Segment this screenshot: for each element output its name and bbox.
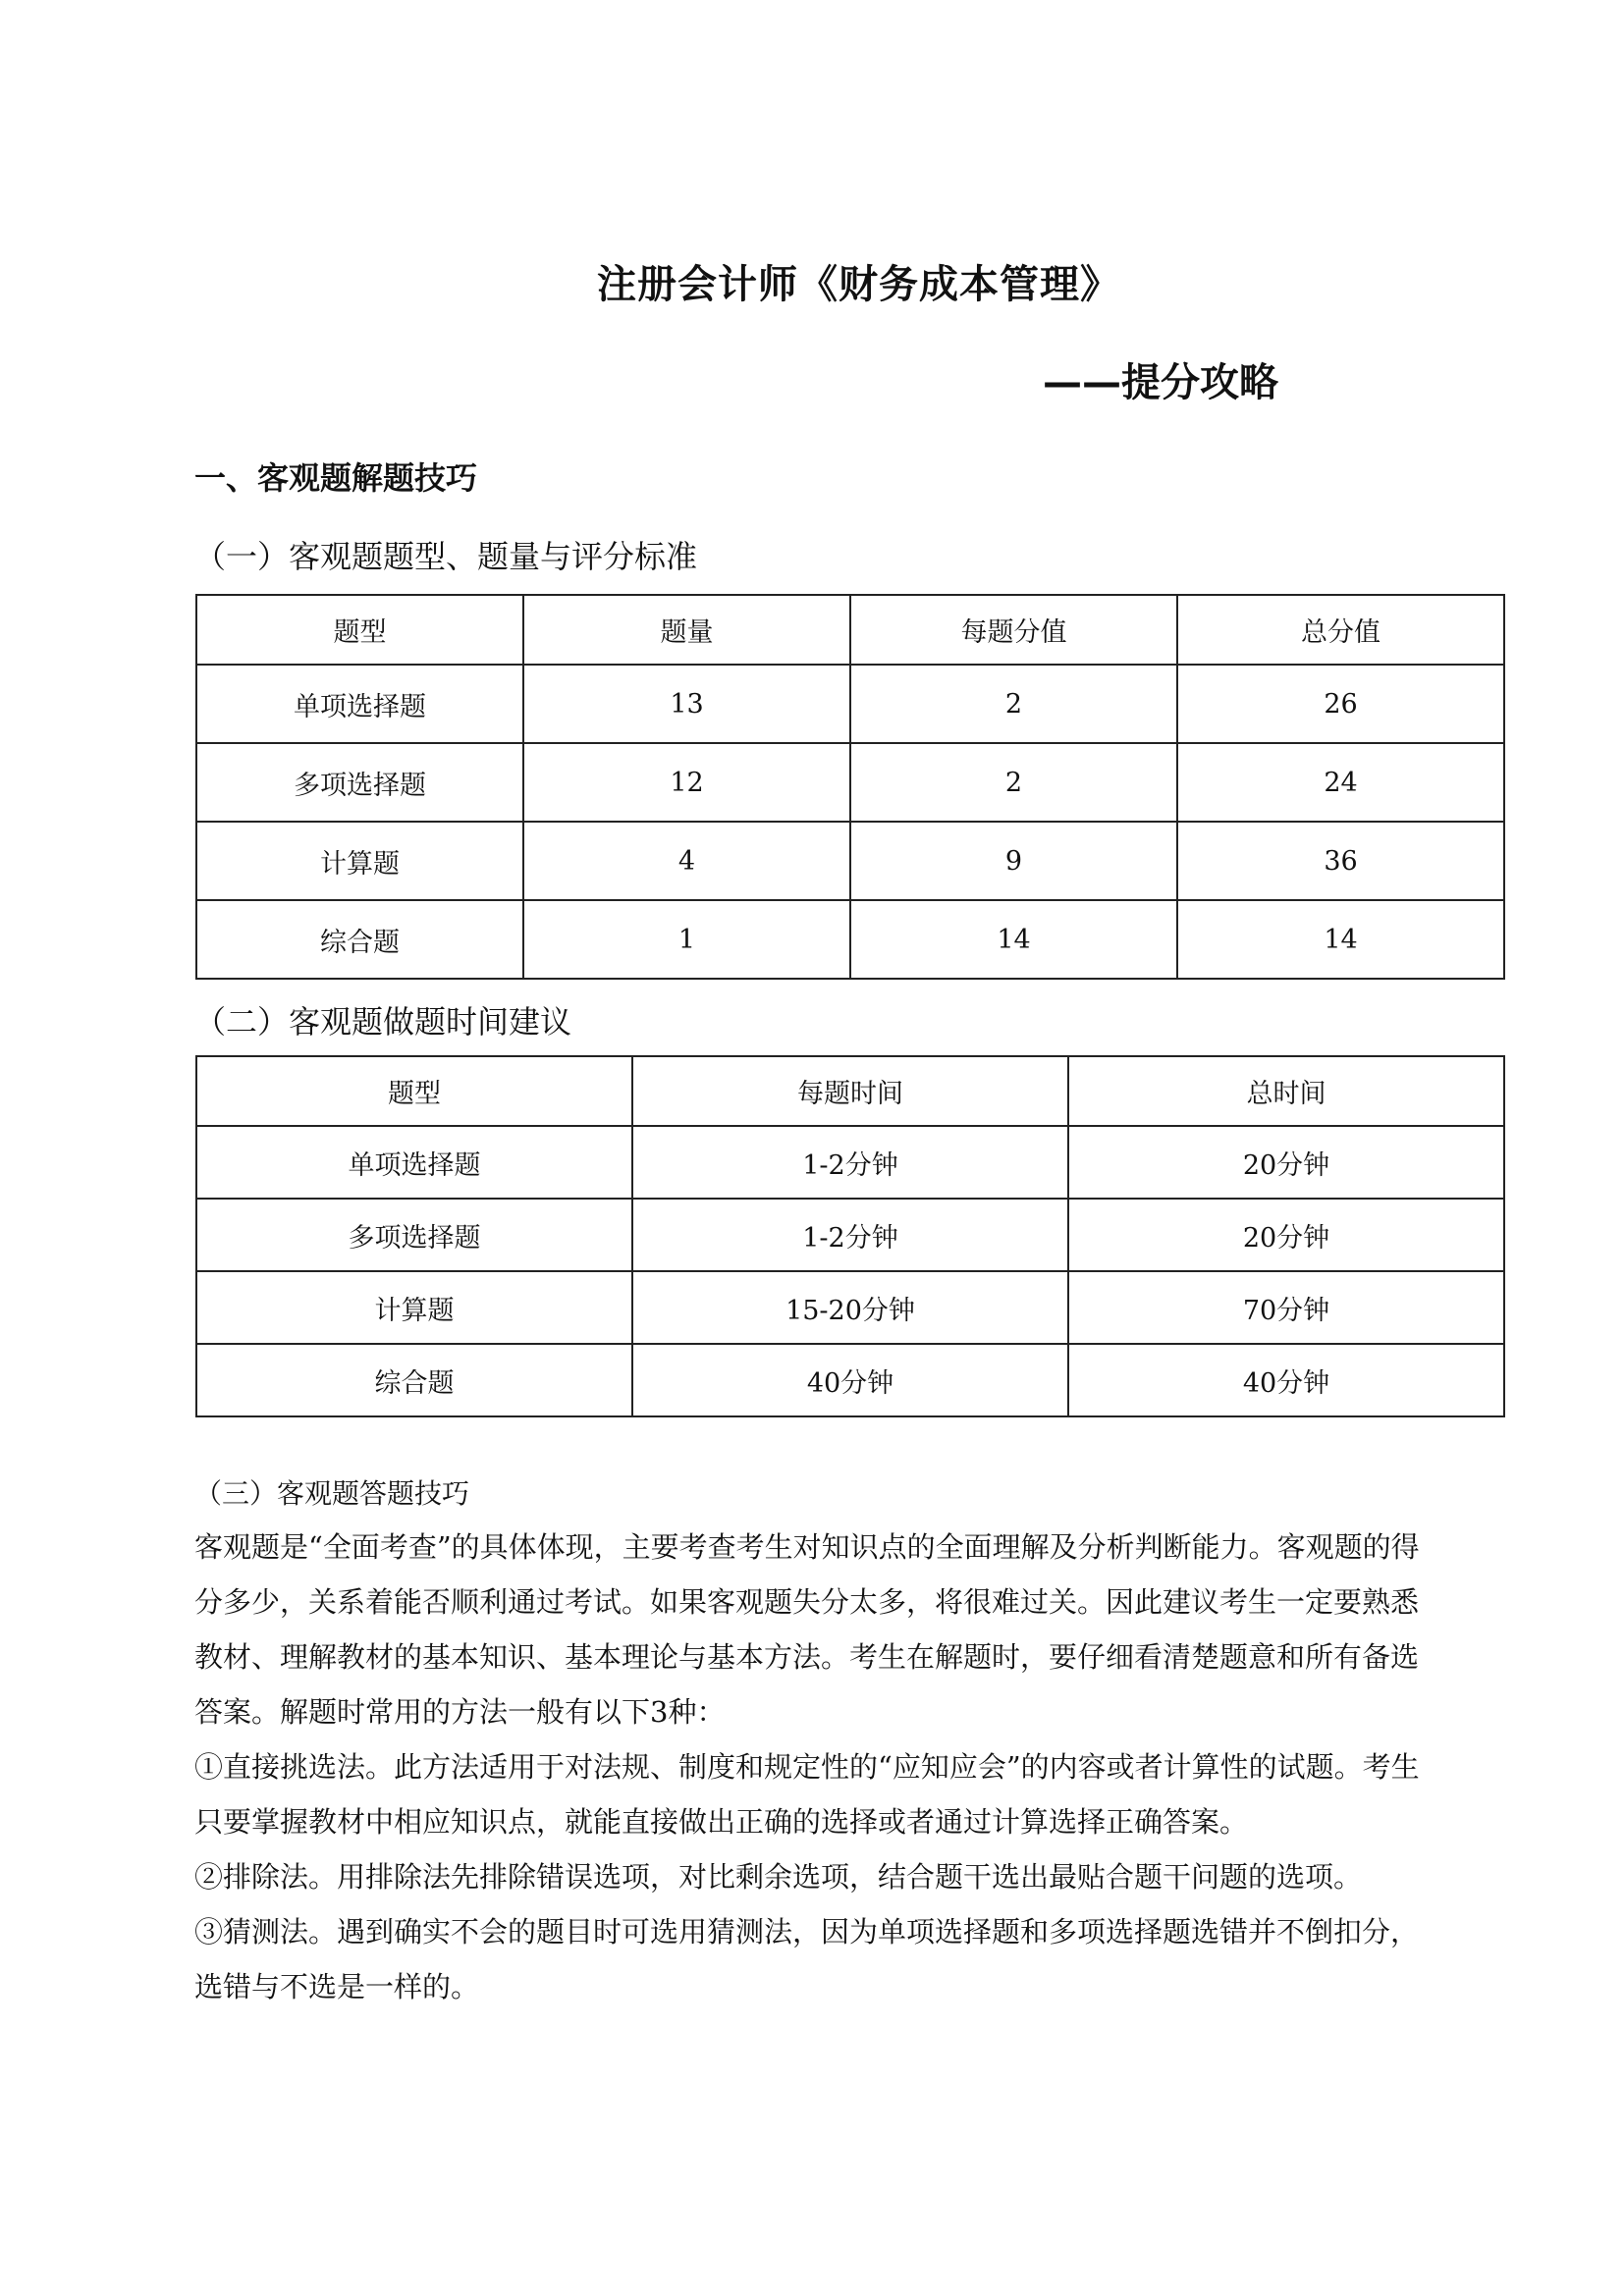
table-cell: 40分钟 [1068,1344,1504,1416]
table-cell: 40分钟 [632,1344,1068,1416]
method-elimination: ②排除法。用排除法先排除错误选项，对比剩余选项，结合题干选出最贴合题干问题的选项。 [194,1860,1363,1894]
table-cell: 36 [1177,822,1504,900]
section3-heading: （三）客观题答题技巧 [194,1477,470,1510]
table-header-row [196,1056,1504,1126]
column-header: 题型 [196,1056,632,1126]
table-cell: 24 [1177,743,1504,822]
table-cell: 12 [523,743,850,822]
intro-paragraph: 客观题是“全面考查”的具体体现，主要考查考生对知识点的全面理解及分析判断能力。客观题的得分多少，关系着能否顺利通过考试。如果客观题失分太多，将很难过关。因此建议考生一定要熟悉教材、理解教材的基本知识、基本理论与基本方法。考生在解题时，要仔细看清楚题意和所有备选答案。解题时常用的方法一般有以下3种： [194,1530,1420,1729]
table-cell: 13 [523,665,850,743]
table-cell: 单项选择题 [196,665,523,743]
time-suggestion-table [195,1055,1505,1417]
table-cell: 20分钟 [1068,1126,1504,1199]
table-cell: 计算题 [196,822,523,900]
method-guessing: ③猜测法。遇到确实不会的题目时可选用猜测法，因为单项选择题和多项选择题选错并不倒扣分，选错与不选是一样的。 [194,1915,1420,2003]
method-direct-selection: ①直接挑选法。此方法适用于对法规、制度和规定性的“应知应会”的内容或者计算性的试题。考生只要掌握教材中相应知识点，就能直接做出正确的选择或者通过计算选择正确答案。 [194,1750,1420,1839]
table-row [196,1126,1504,1199]
table-cell: 计算题 [196,1271,632,1344]
table-cell: 1-2分钟 [632,1126,1068,1199]
column-header: 每题时间 [632,1056,1068,1126]
table-cell: 单项选择题 [196,1126,632,1199]
table-cell: 1 [523,900,850,979]
table-row [196,1199,1504,1271]
table-cell: 综合题 [196,1344,632,1416]
table-cell: 多项选择题 [196,1199,632,1271]
table-cell: 综合题 [196,900,523,979]
table-cell: 14 [1177,900,1504,979]
document-title: 注册会计师《财务成本管理》 [597,262,1120,307]
column-header: 总分值 [1177,595,1504,665]
column-header: 题型 [196,595,523,665]
table-cell: 70分钟 [1068,1271,1504,1344]
table-cell: 20分钟 [1068,1199,1504,1271]
table-cell: 多项选择题 [196,743,523,822]
document-subtitle: ——提分攻略 [1043,360,1278,405]
table-row [196,900,1504,979]
table-cell: 2 [850,665,1177,743]
score-standard-table [195,594,1505,980]
answer-tips-body [194,1520,1432,2014]
section-heading-objective: 一、客观题解题技巧 [194,459,478,497]
table-row [196,1344,1504,1416]
table-cell: 9 [850,822,1177,900]
table-row [196,822,1504,900]
column-header: 每题分值 [850,595,1177,665]
table1-heading: （一）客观题题型、题量与评分标准 [194,538,698,575]
table-cell: 26 [1177,665,1504,743]
table-cell: 14 [850,900,1177,979]
table-row [196,743,1504,822]
table-row [196,665,1504,743]
column-header: 题量 [523,595,850,665]
table-cell: 15-20分钟 [632,1271,1068,1344]
table-cell: 4 [523,822,850,900]
table-cell: 1-2分钟 [632,1199,1068,1271]
table-row [196,1271,1504,1344]
table2-heading: （二）客观题做题时间建议 [194,1003,572,1041]
table-header-row [196,595,1504,665]
table-cell: 2 [850,743,1177,822]
column-header: 总时间 [1068,1056,1504,1126]
